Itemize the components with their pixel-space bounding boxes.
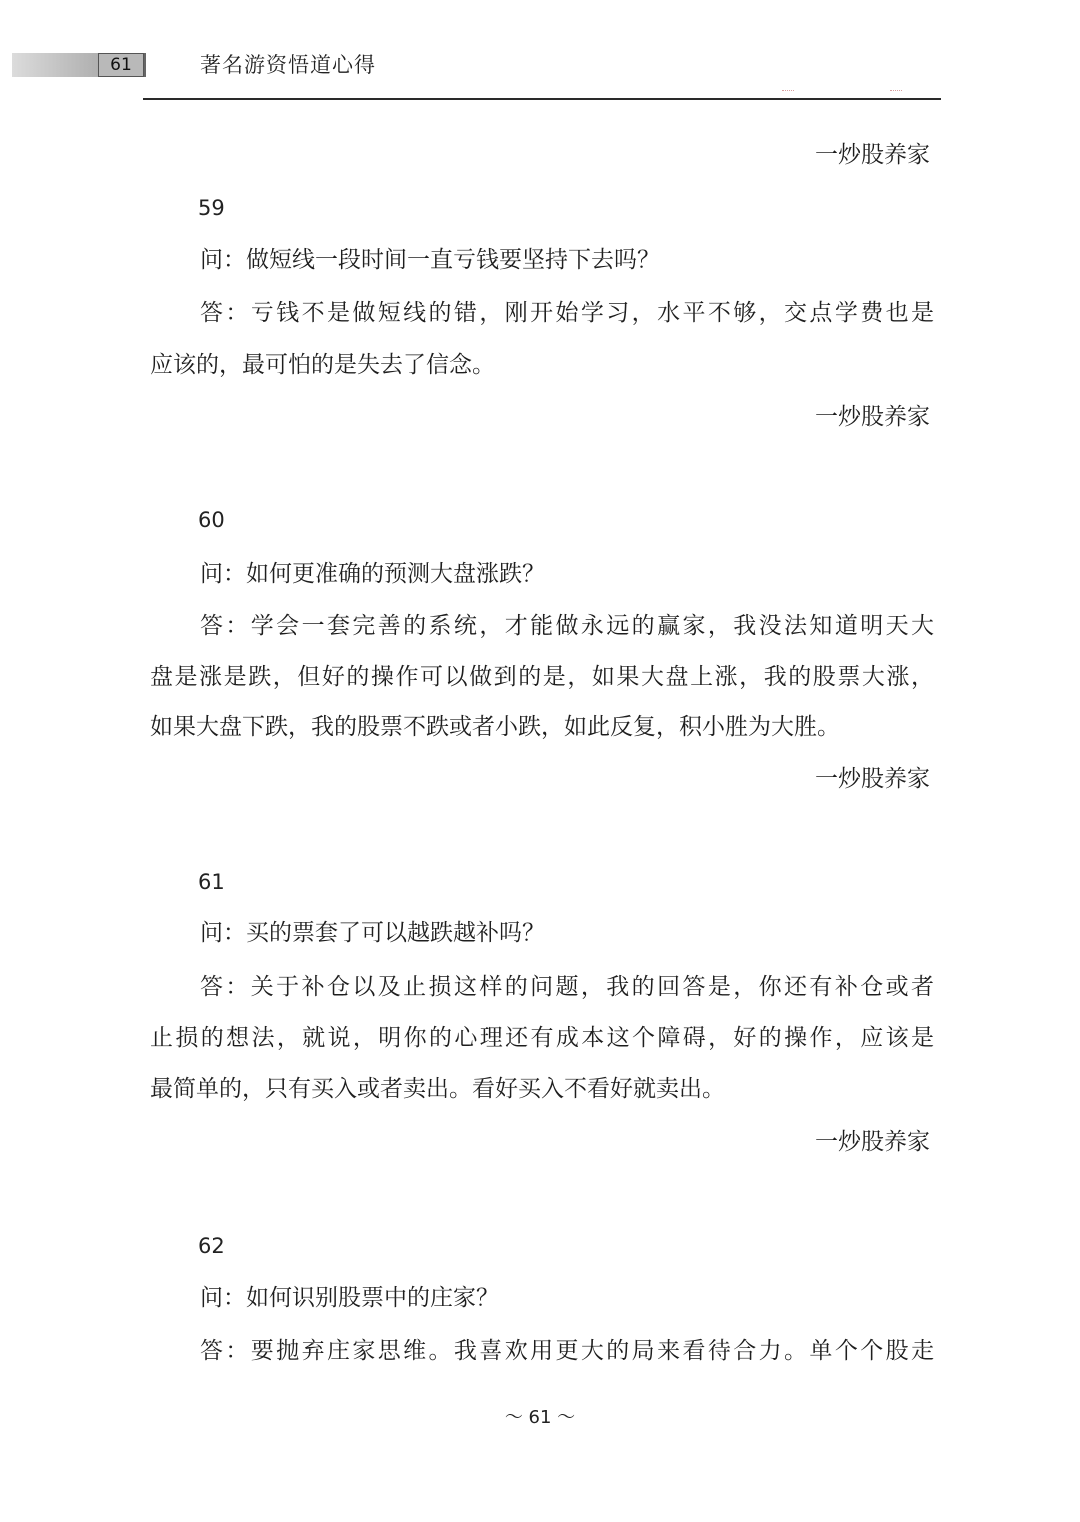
answer-line: 答：要抛弃庄家思维。我喜欢用更大的局来看待合力。单个个股走	[200, 1338, 934, 1364]
decorative-mark	[782, 90, 794, 97]
entry-signature: 一炒股养家	[815, 142, 930, 168]
entry-number: 61	[198, 870, 225, 894]
answer-line: 答：关于补仓以及止损这样的问题，我的回答是，你还有补仓或者	[200, 974, 934, 1000]
entry-signature: 一炒股养家	[815, 1129, 930, 1155]
answer-line: 应该的，最可怕的是失去了信念。	[150, 352, 495, 378]
entry-number: 59	[198, 196, 225, 220]
entry-number: 60	[198, 508, 225, 532]
header-page-number: 61	[98, 53, 144, 77]
answer-line: 止损的想法，就说，明你的心理还有成本这个障碍，好的操作，应该是	[150, 1025, 934, 1051]
footer-page-number: ～ 61 ～	[504, 1407, 576, 1428]
entry-signature: 一炒股养家	[815, 404, 930, 430]
question-text: 问：买的票套了可以越跌越补吗？	[200, 920, 545, 946]
question-text: 问：如何更准确的预测大盘涨跌？	[200, 561, 545, 587]
question-text: 问：如何识别股票中的庄家？	[200, 1285, 499, 1311]
answer-line: 答：学会一套完善的系统，才能做永远的赢家，我没法知道明天大	[200, 613, 934, 639]
entry-signature: 一炒股养家	[815, 766, 930, 792]
decorative-mark	[890, 90, 902, 97]
header-divider	[143, 98, 941, 100]
answer-line: 盘是涨是跌，但好的操作可以做到的是，如果大盘上涨，我的股票大涨，	[150, 664, 934, 690]
question-text: 问：做短线一段时间一直亏钱要坚持下去吗？	[200, 247, 660, 273]
entry-number: 62	[198, 1234, 225, 1258]
answer-line: 如果大盘下跌，我的股票不跌或者小跌，如此反复，积小胜为大胜。	[150, 714, 840, 740]
answer-line: 最简单的，只有买入或者卖出。看好买入不看好就卖出。	[150, 1076, 725, 1102]
answer-line: 答：亏钱不是做短线的错，刚开始学习，水平不够，交点学费也是	[200, 300, 934, 326]
header-book-title: 著名游资悟道心得	[200, 53, 376, 77]
